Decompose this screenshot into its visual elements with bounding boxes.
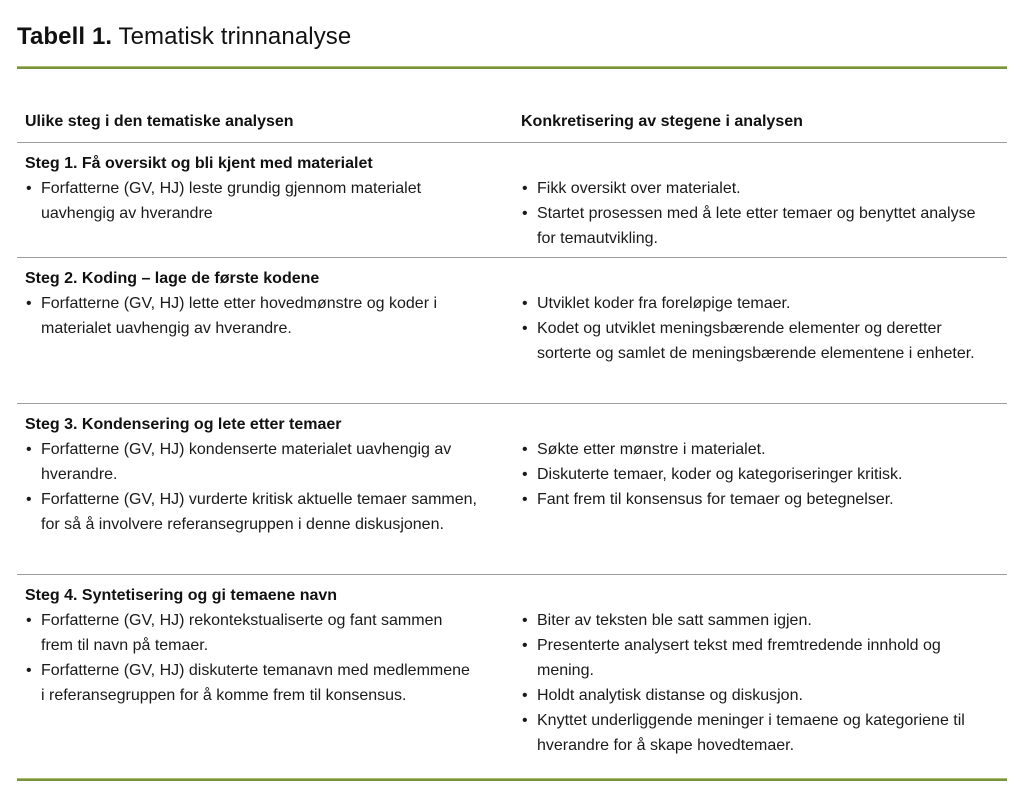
step2-left-cell	[17, 266, 521, 403]
step2-left-bullet-1: • Forfatterne (GV, HJ) lette etter hovedmønstre og koder i materialet uavhengig av hverandre.	[25, 291, 477, 341]
step1-right-bullet-2: • Startet prosessen med å lete etter temaer og benyttet analyse for temautvikling.	[521, 201, 987, 251]
step4-right-bullet-3: • Holdt analytisk distanse og diskusjon.	[521, 683, 987, 708]
table-title	[17, 0, 1007, 53]
step4-heading: Steg 4. Syntetisering og gi temaene navn	[25, 587, 338, 604]
step4-right-cell	[521, 583, 1007, 778]
column-header-steps: Ulike steg i den tematiske analysen	[25, 113, 294, 130]
step1-left-bullet-1: • Forfatterne (GV, HJ) leste grundig gjennom materialet uavhengig av hverandre	[25, 176, 477, 226]
step4-left-cell	[17, 583, 521, 778]
step-row-2	[17, 258, 1007, 404]
step4-right-bullet-4: • Knyttet underliggende meninger i temaene og kategoriene til hverandre for å skape hovedtemaer.	[521, 708, 987, 758]
step4-left-bullet-1: • Forfatterne (GV, HJ) rekontekstualiserte og fant sammen frem til navn på temaer.	[25, 608, 477, 658]
table-header-row	[17, 69, 1007, 143]
bottom-green-rule	[17, 778, 1007, 781]
step-row-3	[17, 404, 1007, 575]
step-row-4	[17, 575, 1007, 778]
step3-right-cell	[521, 412, 1007, 574]
step3-heading: Steg 3. Kondensering og lete etter temaer	[25, 416, 342, 433]
step1-right-bullet-1: • Fikk oversikt over materialet.	[521, 176, 987, 201]
step4-left-bullet-2: • Forfatterne (GV, HJ) diskuterte temanavn med medlemmene i referansegruppen for å komme frem til konsensus.	[25, 658, 477, 708]
step2-right-cell	[521, 266, 1007, 403]
step1-left-cell	[17, 151, 521, 257]
step3-left-bullet-1: • Forfatterne (GV, HJ) kondenserte materialet uavhengig av hverandre.	[25, 437, 477, 487]
step3-right-bullet-1: • Søkte etter mønstre i materialet.	[521, 437, 987, 462]
step1-right-cell	[521, 151, 1007, 257]
step2-right-bullet-2: • Kodet og utviklet meningsbærende elementer og deretter sorterte og samlet de meningsbærende elementene i enheter.	[521, 316, 987, 366]
step-row-1	[17, 143, 1007, 258]
step3-left-cell	[17, 412, 521, 574]
table-title-text: Tematisk trinnanalyse	[112, 23, 352, 50]
step1-heading: Steg 1. Få oversikt og bli kjent med materialet	[25, 155, 373, 172]
step2-heading: Steg 2. Koding – lage de første kodene	[25, 270, 320, 287]
step3-left-bullet-2: • Forfatterne (GV, HJ) vurderte kritisk aktuelle temaer sammen, for så å involvere referansegruppen i denne diskusjonen.	[25, 487, 477, 537]
step2-right-bullet-1: • Utviklet koder fra foreløpige temaer.	[521, 291, 987, 316]
column-header-concretization: Konkretisering av stegene i analysen	[521, 113, 803, 130]
table-title-label: Tabell 1.	[17, 23, 113, 50]
step3-right-bullet-3: • Fant frem til konsensus for temaer og betegnelser.	[521, 487, 987, 512]
step4-right-bullet-2: • Presenterte analysert tekst med fremtredende innhold og mening.	[521, 633, 987, 683]
step3-right-bullet-2: • Diskuterte temaer, koder og kategoriseringer kritisk.	[521, 462, 987, 487]
step4-right-bullet-1: • Biter av teksten ble satt sammen igjen.	[521, 608, 987, 633]
